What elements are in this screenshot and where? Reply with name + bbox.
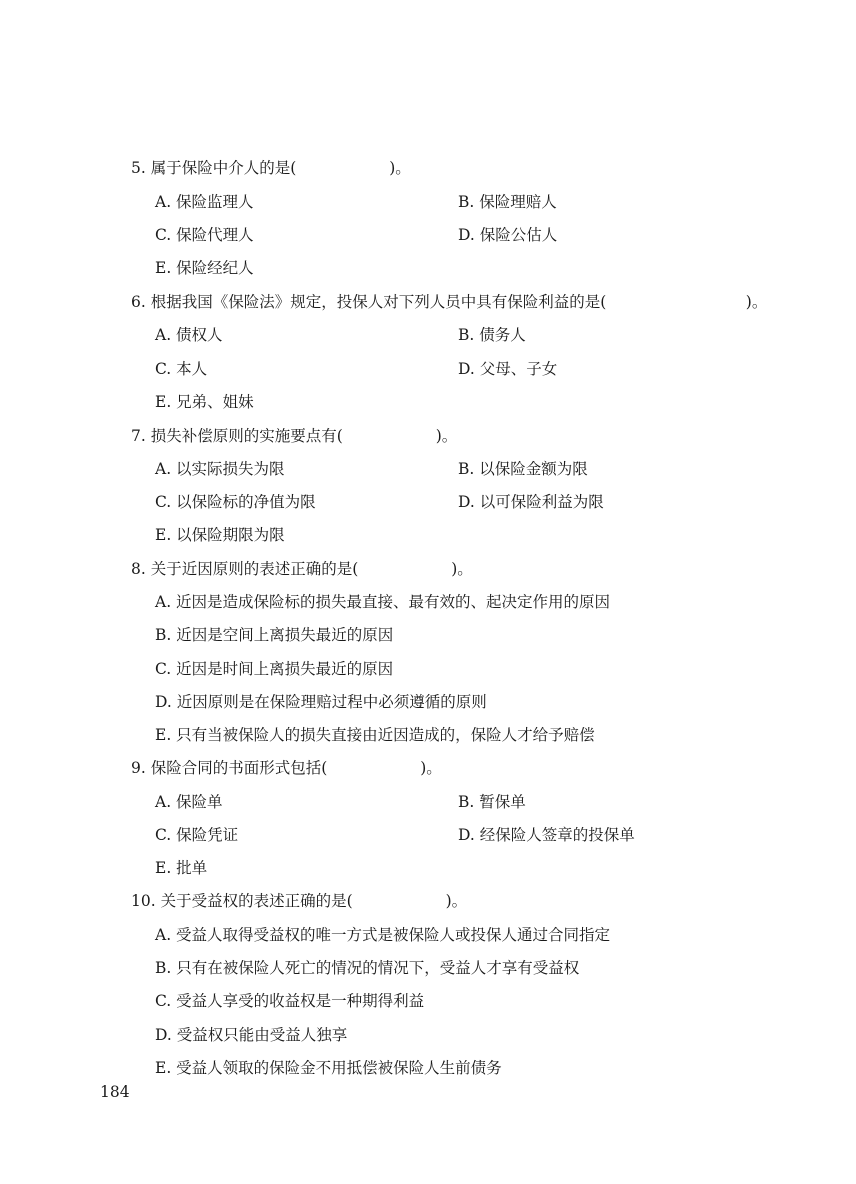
question-8-option-e: E. 只有当被保险人的损失直接由近因造成的，保险人才给予赔偿 bbox=[155, 726, 595, 744]
question-7-option-b: B. 以保险金额为限 bbox=[458, 460, 588, 478]
page-number: 184 bbox=[100, 1083, 130, 1101]
question-9-option-c: C. 保险凭证 bbox=[155, 826, 239, 844]
question-10-option-a: A. 受益人取得受益权的唯一方式是被保险人或投保人通过合同指定 bbox=[155, 926, 611, 944]
question-10-stem: 10. 关于受益权的表述正确的是( )。 bbox=[131, 892, 468, 910]
question-9-option-e: E. 批单 bbox=[155, 859, 208, 877]
question-8-option-c: C. 近因是时间上离损失最近的原因 bbox=[155, 660, 394, 678]
question-5-stem: 5. 属于保险中介人的是( )。 bbox=[131, 159, 411, 177]
question-6-option-a: A. 债权人 bbox=[155, 326, 223, 344]
question-5-option-d: D. 保险公估人 bbox=[458, 226, 558, 244]
question-9-option-d: D. 经保险人签章的投保单 bbox=[458, 826, 635, 844]
question-6-option-e: E. 兄弟、姐妹 bbox=[155, 393, 254, 411]
question-9-option-a: A. 保险单 bbox=[155, 793, 223, 811]
question-6-option-b: B. 债务人 bbox=[458, 326, 526, 344]
question-6-option-c: C. 本人 bbox=[155, 360, 208, 378]
question-8-option-a: A. 近因是造成保险标的损失最直接、最有效的、起决定作用的原因 bbox=[155, 593, 611, 611]
question-7-stem: 7. 损失补偿原则的实施要点有( )。 bbox=[131, 427, 458, 445]
question-7-option-a: A. 以实际损失为限 bbox=[155, 460, 285, 478]
question-7-option-c: C. 以保险标的净值为限 bbox=[155, 493, 316, 511]
question-10-option-c: C. 受益人享受的收益权是一种期得利益 bbox=[155, 992, 425, 1010]
question-5-option-e: E. 保险经纪人 bbox=[155, 259, 254, 277]
question-10-option-d: D. 受益权只能由受益人独享 bbox=[155, 1026, 348, 1044]
question-9-stem: 9. 保险合同的书面形式包括( )。 bbox=[131, 759, 442, 777]
question-5-option-a: A. 保险监理人 bbox=[155, 193, 254, 211]
question-8-stem: 8. 关于近因原则的表述正确的是( )。 bbox=[131, 560, 473, 578]
question-8-option-d: D. 近因原则是在保险理赔过程中必须遵循的原则 bbox=[155, 693, 487, 711]
question-5-option-b: B. 保险理赔人 bbox=[458, 193, 557, 211]
question-10-option-b: B. 只有在被保险人死亡的情况的情况下，受益人才享有受益权 bbox=[155, 959, 580, 977]
question-6-option-d: D. 父母、子女 bbox=[458, 360, 558, 378]
question-9-option-b: B. 暂保单 bbox=[458, 793, 526, 811]
question-6-stem: 6. 根据我国《保险法》规定，投保人对下列人员中具有保险利益的是( )。 bbox=[131, 293, 768, 311]
question-5-option-c: C. 保险代理人 bbox=[155, 226, 254, 244]
question-8-option-b: B. 近因是空间上离损失最近的原因 bbox=[155, 626, 394, 644]
question-7-option-d: D. 以可保险利益为限 bbox=[458, 493, 604, 511]
question-10-option-e: E. 受益人领取的保险金不用抵偿被保险人生前债务 bbox=[155, 1059, 502, 1077]
question-7-option-e: E. 以保险期限为限 bbox=[155, 526, 285, 544]
